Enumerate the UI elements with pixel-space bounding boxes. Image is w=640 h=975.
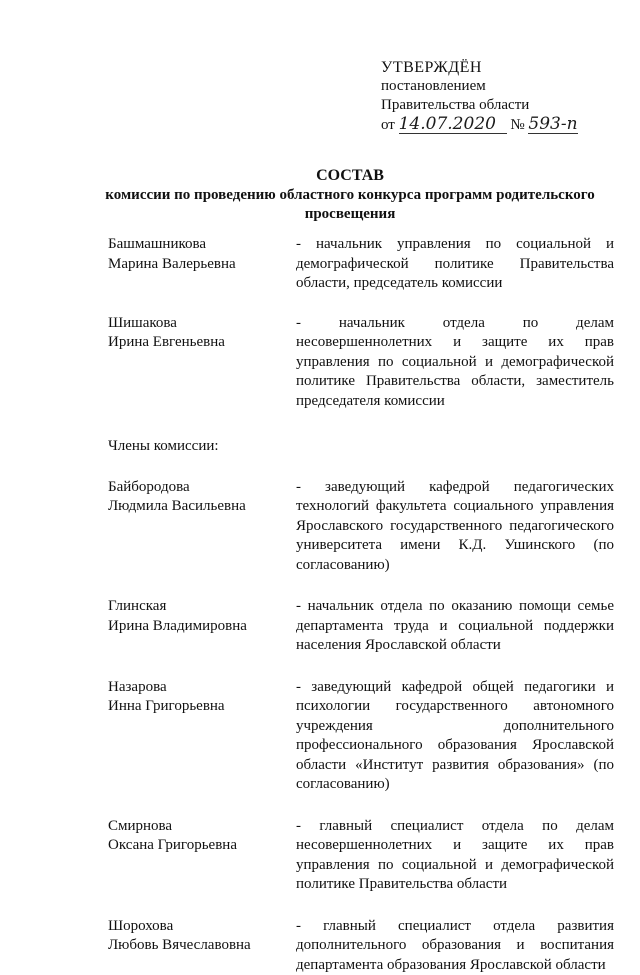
approval-line-1: постановлением xyxy=(381,77,578,96)
member-surname: Шорохова xyxy=(108,917,296,937)
member-name xyxy=(108,917,296,975)
list-item xyxy=(108,917,614,975)
member-given-names: Марина Валерьевна xyxy=(108,255,296,275)
member-role: - заведующий кафедрой общей педагогики и психологии государственного автономного учреждения дополнительного профессионального образования Ярославской области «Институт развития образования» (по согласованию) xyxy=(296,678,614,795)
member-name xyxy=(108,235,296,294)
approval-title: УТВЕРЖДЁН xyxy=(381,58,578,77)
member-given-names: Любовь Вячеславовна xyxy=(108,936,296,956)
commission-list xyxy=(108,235,614,975)
member-surname: Смирнова xyxy=(108,817,296,837)
member-given-names: Ирина Евгеньевна xyxy=(108,333,296,353)
approval-stamp xyxy=(381,58,578,135)
member-name xyxy=(108,478,296,576)
list-item xyxy=(108,597,614,656)
member-name xyxy=(108,314,296,412)
document-heading xyxy=(60,166,640,224)
member-name xyxy=(108,817,296,895)
member-surname: Байбородова xyxy=(108,478,296,498)
member-given-names: Людмила Васильевна xyxy=(108,497,296,517)
document-title: СОСТАВ xyxy=(60,166,640,185)
member-given-names: Оксана Григорьевна xyxy=(108,836,296,856)
member-surname: Шишакова xyxy=(108,314,296,334)
member-given-names: Ирина Владимировна xyxy=(108,617,296,637)
approval-date-line xyxy=(381,115,578,135)
list-item xyxy=(108,235,614,294)
approval-line-2: Правительства области xyxy=(381,96,578,115)
member-role: - начальник отдела по делам несовершеннолетних и защите их прав управления по социальной и демографической политике Правительства области, заместитель председателя комиссии xyxy=(296,314,614,412)
member-role: - начальник управления по социальной и демографической политике Правительства области, председатель комиссии xyxy=(296,235,614,294)
document-subtitle: комиссии по проведению областного конкурса программ родительского просвещения xyxy=(60,186,640,224)
member-name xyxy=(108,678,296,795)
list-item xyxy=(108,678,614,795)
member-role: - начальник отдела по оказанию помощи семье департамента труда и социальной поддержки населения Ярославской области xyxy=(296,597,614,656)
member-surname: Глинская xyxy=(108,597,296,617)
member-name xyxy=(108,597,296,656)
list-item xyxy=(108,478,614,576)
member-role: - главный специалист отдела развития дополнительного образования и воспитания департамента образования Ярославской области xyxy=(296,917,614,975)
member-given-names: Инна Григорьевна xyxy=(108,697,296,717)
member-surname: Назарова xyxy=(108,678,296,698)
list-item xyxy=(108,817,614,895)
number-prefix: № xyxy=(510,117,524,133)
handwritten-number: 593-п xyxy=(528,115,578,134)
members-section-label: Члены комиссии: xyxy=(108,437,614,457)
list-item xyxy=(108,314,614,412)
member-role: - заведующий кафедрой педагогических технологий факультета социального управления Ярославского государственного педагогического университета имени К.Д. Ушинского (по согласованию) xyxy=(296,478,614,576)
handwritten-date: 14.07.2020 xyxy=(399,115,507,134)
from-prefix: от xyxy=(381,117,395,133)
member-surname: Башмашникова xyxy=(108,235,296,255)
member-role: - главный специалист отдела по делам несовершеннолетних и защите их прав управления по социальной и демографической политике Правительства области xyxy=(296,817,614,895)
